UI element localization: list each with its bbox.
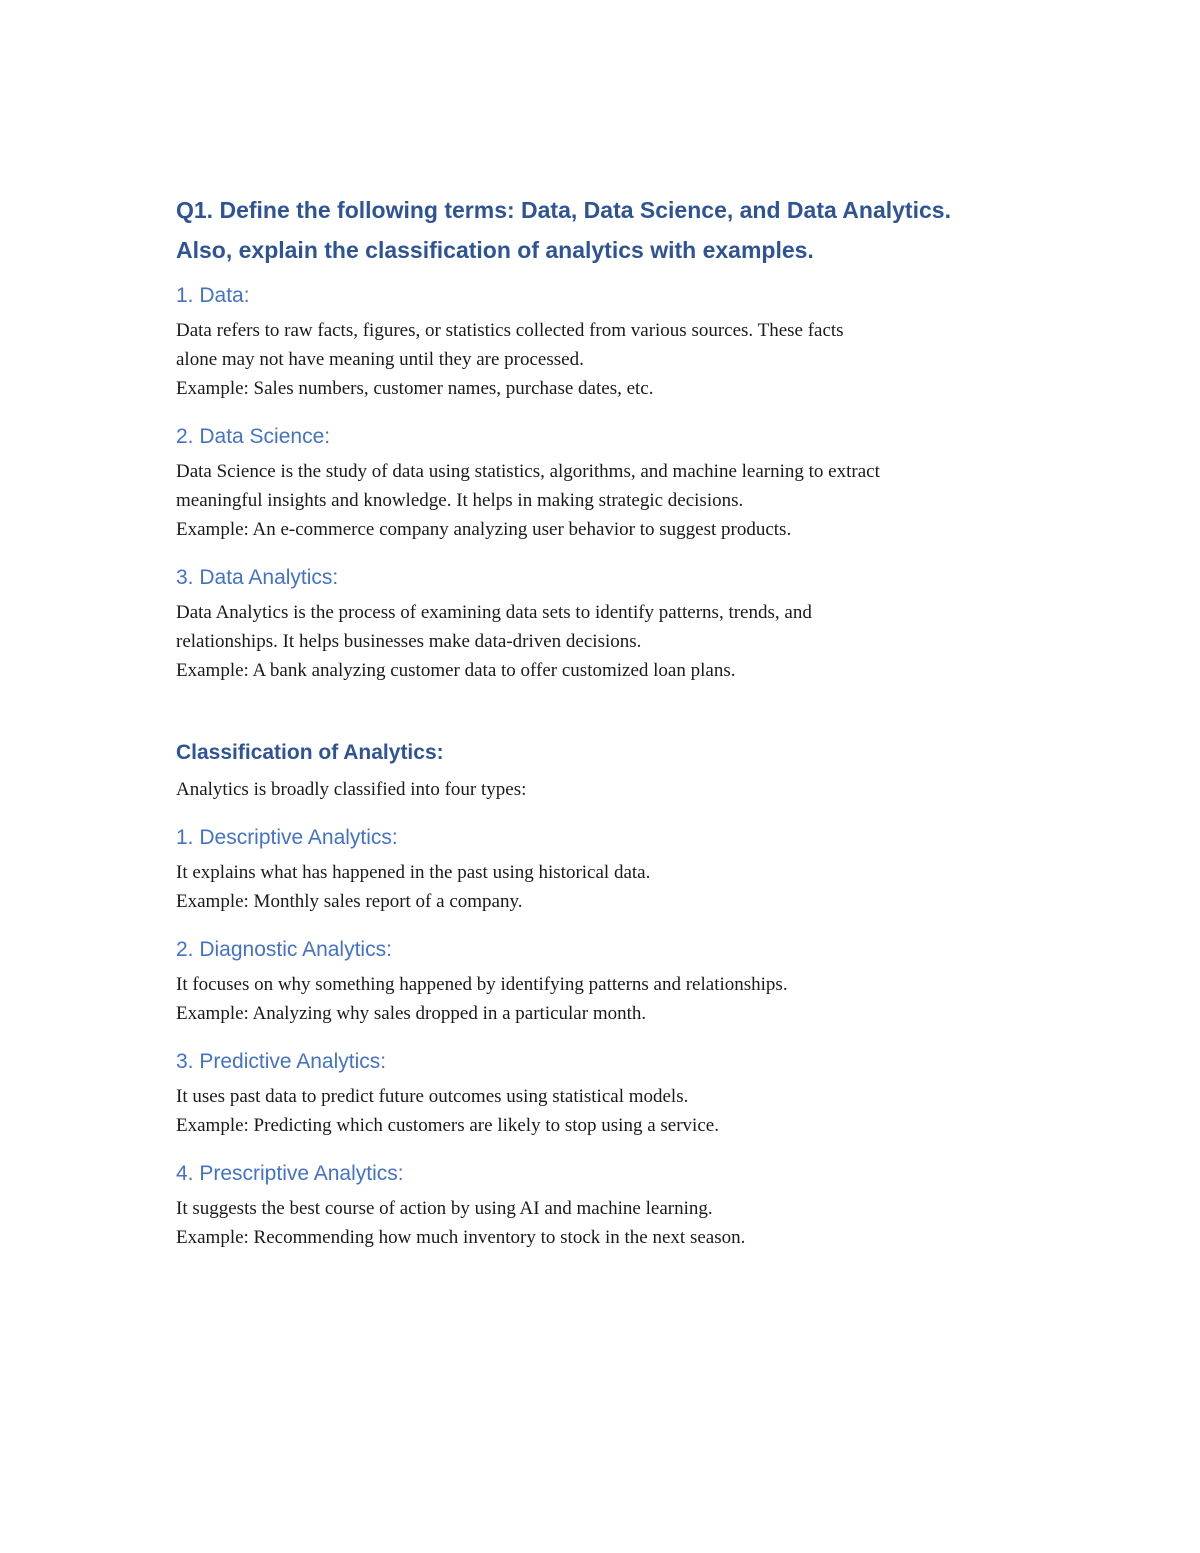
section-text-prescriptive — [176, 1194, 1046, 1252]
text-line: meaningful insights and knowledge. It helps in making strategic decisions. — [176, 490, 744, 511]
text-line: It explains what has happened in the past using historical data. — [176, 862, 651, 883]
text-line: Example: Recommending how much inventory to stock in the next season. — [176, 1227, 746, 1248]
text-line: alone may not have meaning until they are processed. — [176, 349, 584, 370]
question-line-2: Also, explain the classification of analytics with examples. — [176, 237, 814, 263]
document-body — [176, 190, 1046, 1272]
section-text-data — [176, 316, 1046, 403]
classification-heading: Classification of Analytics: — [176, 741, 444, 764]
text-line: relationships. It helps businesses make data-driven decisions. — [176, 631, 642, 652]
section-heading-predictive: 3. Predictive Analytics: — [176, 1050, 387, 1073]
classification-intro — [176, 775, 1046, 804]
section-text-diagnostic — [176, 970, 1046, 1028]
section-text-data-analytics — [176, 598, 1046, 685]
section-text-data-science — [176, 457, 1046, 544]
text-line: Example: Analyzing why sales dropped in a particular month. — [176, 1003, 647, 1024]
section-heading-prescriptive: 4. Prescriptive Analytics: — [176, 1162, 404, 1185]
section-text-predictive — [176, 1082, 1046, 1140]
text-line: Example: An e-commerce company analyzing user behavior to suggest products. — [176, 519, 792, 540]
section-heading-data: 1. Data: — [176, 284, 250, 307]
section-heading-data-science: 2. Data Science: — [176, 425, 331, 448]
section-heading-descriptive: 1. Descriptive Analytics: — [176, 826, 398, 849]
section-text-descriptive — [176, 858, 1046, 916]
text-line: Example: Predicting which customers are likely to stop using a service. — [176, 1115, 719, 1136]
section-heading-diagnostic: 2. Diagnostic Analytics: — [176, 938, 392, 961]
section-heading-data-analytics: 3. Data Analytics: — [176, 566, 339, 589]
text-line: Example: Monthly sales report of a company. — [176, 891, 523, 912]
text-line: Example: Sales numbers, customer names, purchase dates, etc. — [176, 378, 654, 399]
text-line: It uses past data to predict future outcomes using statistical models. — [176, 1086, 689, 1107]
text-line: It suggests the best course of action by using AI and machine learning. — [176, 1198, 713, 1219]
text-line: Data Science is the study of data using statistics, algorithms, and machine learning to extract — [176, 461, 880, 482]
text-line: Example: A bank analyzing customer data to offer customized loan plans. — [176, 660, 736, 681]
text-line: It focuses on why something happened by identifying patterns and relationships. — [176, 974, 788, 995]
text-line: Analytics is broadly classified into four types: — [176, 779, 527, 800]
question-line-1: Q1. Define the following terms: Data, Data Science, and Data Analytics. — [176, 197, 951, 223]
text-line: Data refers to raw facts, figures, or statistics collected from various sources. These facts — [176, 320, 844, 341]
text-line: Data Analytics is the process of examining data sets to identify patterns, trends, and — [176, 602, 812, 623]
question-title — [176, 190, 1046, 270]
